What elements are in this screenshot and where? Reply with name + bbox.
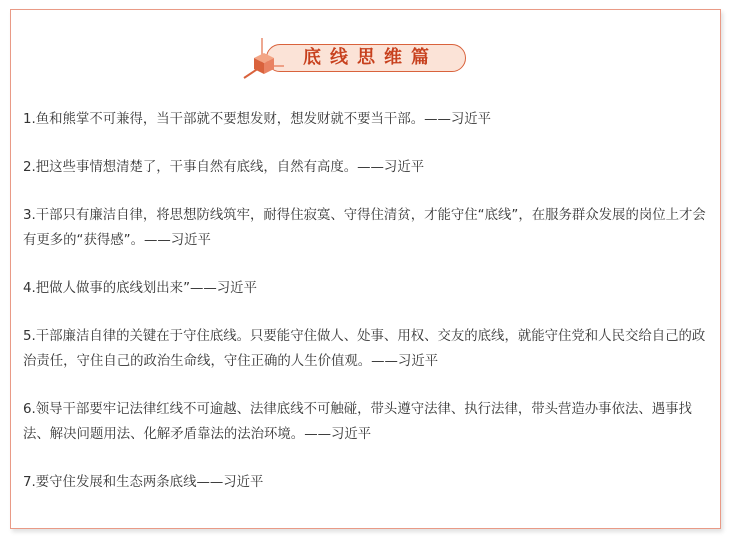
list-item: 2.把这些事情想清楚了，干事自然有底线，自然有高度。——习近平 bbox=[23, 160, 425, 175]
list-item: 7.要守住发展和生态两条底线——习近平 bbox=[23, 475, 264, 490]
list-item: 5.干部廉洁自律的关键在于守住底线。只要能守住做人、处事、用权、交友的底线，就能守住党和人民交给自己的政治责任，守住自己的政治生命线，守住正确的人生价值观。——习近平 bbox=[23, 329, 706, 369]
list-item: 6.领导干部要牢记法律红线不可逾越、法律底线不可触碰，带头遵守法律、执行法律，带头营造办事依法、遇事找法、解决问题用法、化解矛盾靠法的法治环境。——习近平 bbox=[23, 402, 692, 442]
list-item: 1.鱼和熊掌不可兼得，当干部就不要想发财，想发财就不要当干部。——习近平 bbox=[23, 112, 492, 127]
list-item: 4.把做人做事的底线划出来”——习近平 bbox=[23, 281, 257, 296]
quote-list bbox=[23, 107, 713, 518]
section-header bbox=[240, 36, 480, 82]
list-item: 3.干部只有廉洁自律，将思想防线筑牢，耐得住寂寞、守得住清贫，才能守住“底线”，在服务群众发展的岗位上才会有更多的“获得感”。——习近平 bbox=[23, 208, 706, 248]
page-title: 底线思维篇 bbox=[303, 47, 438, 68]
